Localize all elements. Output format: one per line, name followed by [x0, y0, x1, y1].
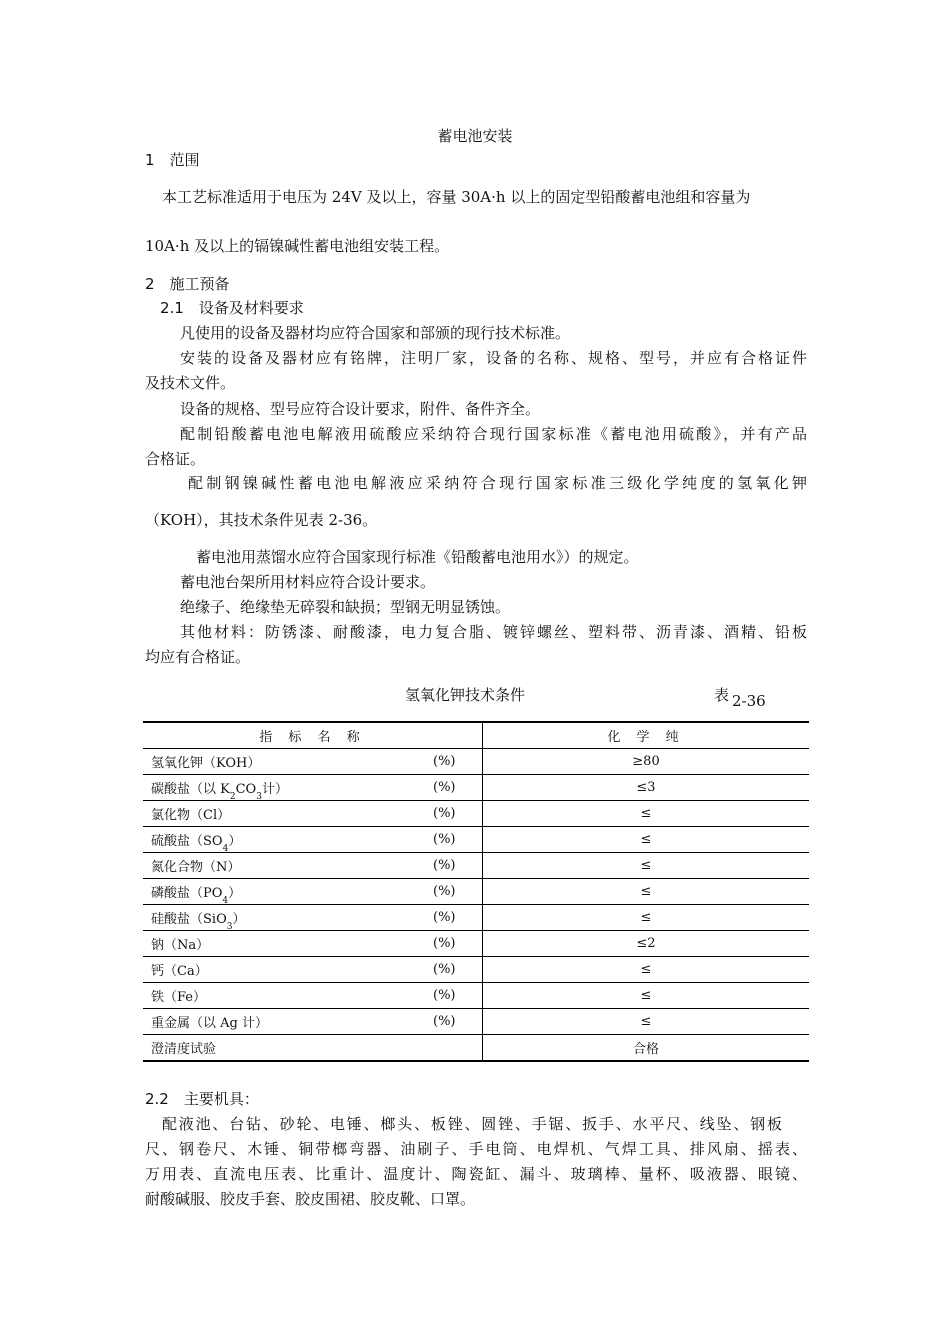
- paragraph-line: 其他材料：防锈漆、耐酸漆，电力复合脂、镀锌螺丝、塑料带、沥青漆、酒精、铅板: [180, 623, 807, 641]
- paragraph-line: 绝缘子、绝缘垫无碎裂和缺损；型钢无明显锈蚀。: [180, 598, 511, 616]
- table-row: [143, 905, 809, 931]
- table-row: [143, 827, 809, 853]
- table-row: [143, 853, 809, 879]
- header-indicator-name: 指 标 名 称: [143, 722, 483, 749]
- paragraph-line: 凡使用的设备及器材均应符合国家和部颁的现行技术标准。: [180, 324, 571, 342]
- row-value: ≤: [483, 801, 810, 827]
- subsection-heading-2-1: 2.1 设备及材料要求: [160, 299, 304, 317]
- table-row: [143, 1009, 809, 1035]
- paragraph-line: 配液池、台钻、砂轮、电锤、榔头、板锉、圆锉、手锯、扳手、水平尺、线坠、钢板: [162, 1115, 782, 1133]
- table-number: 2-36: [732, 692, 766, 710]
- section-heading-2: 2 施工预备: [145, 275, 230, 293]
- row-name: 重金属（以 Ag 计）: [151, 1016, 268, 1031]
- row-unit: (%): [433, 884, 456, 899]
- row-value: ≤: [483, 1009, 810, 1035]
- table-row: [143, 879, 809, 905]
- paragraph-line: 安装的设备及器材应有铭牌，注明厂家，设备的名称、规格、型号，并应有合格证件: [180, 349, 807, 367]
- paragraph-line: 配制铅酸蓄电池电解液用硫酸应采纳符合现行国家标准《蓄电池用硫酸》，并有产品: [180, 425, 807, 443]
- paragraph-scope-line2: 10A·h 及以上的镉镍碱性蓄电池组安装工程。: [145, 237, 450, 255]
- row-subscript: 4: [222, 896, 229, 906]
- header-grade: 化 学 纯: [483, 722, 810, 749]
- row-value: ≤: [483, 827, 810, 853]
- row-unit: (%): [433, 858, 456, 873]
- row-unit: (%): [433, 1014, 456, 1029]
- row-unit: (%): [433, 780, 456, 795]
- subsection-heading-2-2: 2.2 主要机具：: [145, 1090, 259, 1108]
- table-row: [143, 775, 809, 801]
- row-name: 钙（Ca）: [151, 964, 208, 979]
- row-unit: (%): [433, 988, 456, 1003]
- row-subscript: 3: [226, 922, 233, 932]
- page-title: 蓄电池安装: [437, 127, 513, 145]
- row-name: 钠（Na）: [151, 938, 210, 953]
- row-unit: (%): [433, 962, 456, 977]
- paragraph-line: 蓄电池台架所用材料应符合设计要求。: [180, 573, 436, 591]
- row-unit: (%): [433, 936, 456, 951]
- row-subscript: 4: [222, 844, 229, 854]
- row-value: ≤2: [483, 931, 810, 957]
- row-subscript: 2: [229, 792, 236, 802]
- row-name: ）: [228, 886, 242, 901]
- row-value: ≤: [483, 905, 810, 931]
- table-row: [143, 749, 809, 775]
- row-name: ）: [232, 912, 246, 927]
- row-value: ≤3: [483, 775, 810, 801]
- paragraph-line: 万用表、直流电压表、比重计、温度计、陶瓷缸、漏斗、玻璃棒、量杯、吸液器、眼镜、: [145, 1165, 807, 1183]
- table-caption: 氢氧化钾技术条件: [405, 686, 526, 704]
- row-name: 硫酸盐（SO: [151, 834, 223, 849]
- section-heading-1: 1 范围: [145, 151, 200, 169]
- table-label: 表: [714, 686, 730, 704]
- row-unit: (%): [433, 806, 456, 821]
- row-name: 澄清度试验: [151, 1042, 217, 1057]
- paragraph-line: 设备的规格、型号应符合设计要求，附件、备件齐全。: [180, 400, 541, 418]
- row-name: 计）: [261, 782, 288, 797]
- row-value: ≤: [483, 853, 810, 879]
- row-name: ）: [228, 834, 242, 849]
- row-subscript: 3: [256, 792, 262, 802]
- table-row: [143, 931, 809, 957]
- row-name: 磷酸盐（PO: [151, 886, 223, 901]
- paragraph-line: 合格证。: [145, 450, 206, 468]
- row-name: 碳酸盐（以 K: [151, 782, 230, 797]
- row-value: ≤: [483, 879, 810, 905]
- row-name: 氮化合物（N）: [151, 860, 241, 875]
- table-header-row: [143, 722, 809, 749]
- row-value: ≤: [483, 957, 810, 983]
- row-name: CO: [235, 782, 257, 797]
- row-name: 硅酸盐（SiO: [151, 912, 227, 927]
- table-row: [143, 983, 809, 1009]
- paragraph-line: 耐酸碱服、胶皮手套、胶皮围裙、胶皮靴、口罩。: [145, 1190, 476, 1208]
- row-unit: (%): [433, 754, 456, 769]
- row-unit: (%): [433, 832, 456, 847]
- row-value: 合格: [483, 1035, 810, 1062]
- paragraph-line: （KOH），其技术条件见表 2-36。: [145, 511, 378, 529]
- row-name: 铁（Fe）: [151, 990, 207, 1005]
- row-unit: (%): [433, 910, 456, 925]
- table-row: [143, 957, 809, 983]
- row-name: 氯化物（Cl）: [151, 808, 231, 823]
- paragraph-line: 尺、钢卷尺、木锤、铜带榔弯器、油刷子、手电筒、电焊机、气焊工具、排风扇、摇表、: [145, 1140, 807, 1158]
- row-name: 氢氧化钾（KOH）: [151, 756, 261, 771]
- paragraph-line: 及技术文件。: [145, 374, 236, 392]
- paragraph-scope-line1: 本工艺标准适用于电压为 24V 及以上，容量 30A·h 以上的固定型铅酸蓄电池组和容量为: [162, 188, 751, 206]
- table-row: [143, 1035, 809, 1062]
- row-value: ≥80: [483, 749, 810, 775]
- table-row: [143, 801, 809, 827]
- paragraph-line: 均应有合格证。: [145, 648, 251, 666]
- paragraph-line: 蓄电池用蒸馏水应符合国家现行标准《铅酸蓄电池用水》）的规定。: [196, 548, 639, 566]
- paragraph-line: 配制钢镍碱性蓄电池电解液应采纳符合现行国家标准三级化学纯度的氢氧化钾: [188, 474, 807, 492]
- koh-spec-table: [143, 721, 809, 1062]
- row-value: ≤: [483, 983, 810, 1009]
